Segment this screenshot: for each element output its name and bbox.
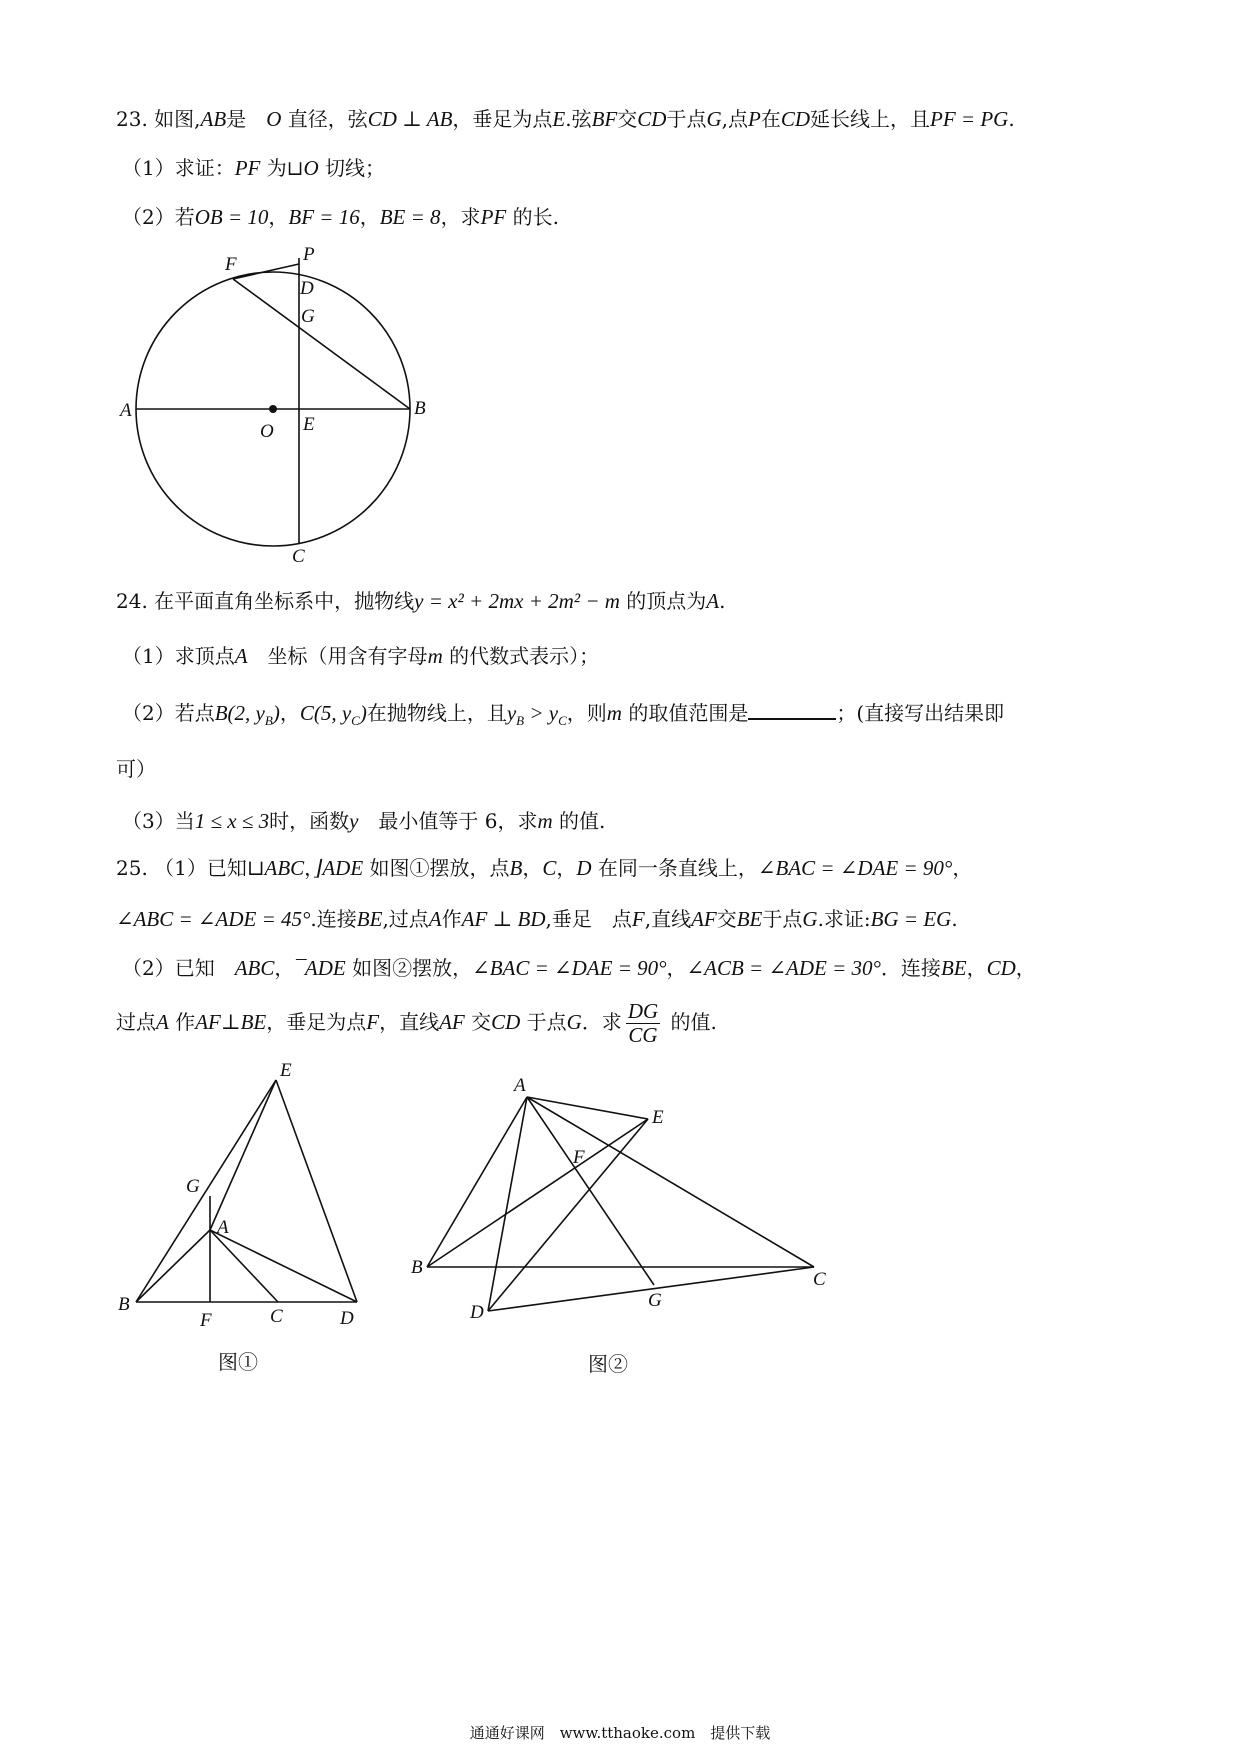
label-d: D [300,278,314,299]
seg2-be [427,1119,648,1267]
label-p: P [303,244,315,265]
seg2-ac [527,1097,814,1267]
fig1-label-d: D [340,1308,354,1329]
label-a: A [120,400,132,421]
fig2-label-c: C [813,1269,826,1290]
q24-stem: 24. 在平面直角坐标系中，抛物线y = x² + 2mx + 2m² − m 的顶点为A. [116,589,726,613]
q25-part2-line1: （2）已知 ABC，¯ADE 如图②摆放，∠BAC = ∠DAE = 90°，∠ACB = ∠ADE = 30°．连接BE，CD， [122,956,1036,980]
fig1-label-c: C [270,1306,283,1327]
label-g: G [301,306,315,327]
fig1-label-a: A [217,1217,229,1238]
q24-part1: （1）求顶点A 坐标（用含有字母m 的代数式表示）； [122,644,600,668]
label-f: F [225,254,237,275]
q24-part2: （2）若点B(2, $y_B$)，C(5, $y_C$)在抛物线上，且$y_B > y_C$，则m 的取值范围是 ；(直接写出结果即 [122,701,1005,728]
q23-stem: 23. 如图,AB是 O 直径，弦CD ⊥ AB，垂足为点E.弦BF交CD于点G,点P在CD延长线上，且PF = PG. [116,107,1015,131]
fig2-label-e: E [652,1107,664,1128]
label-e: E [303,414,315,435]
label-o: O [260,421,274,442]
fig2-label-b: B [411,1257,423,1278]
fig1-label-f: F [200,1310,212,1331]
q25-part1-line1: 25. （1）已知⊔ABC，⌋ADE 如图①摆放，点B，C，D 在同一条直线上，∠BAC = ∠DAE = 90°， [116,856,973,880]
fig2-label-d: D [470,1302,484,1323]
label-c: C [292,546,305,567]
fig1-label-g: G [186,1176,200,1197]
q25-part2-line2: 过点A 作AF⊥BE，垂足为点F，直线AF 交CD 于点G．求 $\frac{DG}{CG}$ 的值. [116,999,717,1048]
seg2-de [488,1119,648,1311]
fraction-dg-cg: $\frac{DG}{CG}$ [627,999,659,1048]
q25-part1-line2: ∠ABC = ∠ADE = 45°.连接BE,过点A作AF ⊥ BD,垂足 点F,直线AF交BE于点G.求证:BG = EG. [116,907,958,931]
figure-2-caption: 图② [588,1352,628,1376]
q23-part1: （1）求证：PF 为⊔O 切线； [122,156,386,180]
q24-part2-cont: 可） [116,757,156,781]
fig1-label-e: E [280,1060,292,1081]
fig2-label-f: F [573,1147,585,1168]
seg2-ag [527,1097,654,1285]
label-b: B [414,398,426,419]
q24-part3: （3）当1 ≤ x ≤ 3时，函数y 最小值等于 6，求m 的值. [122,809,606,833]
fig1-label-b: B [118,1294,130,1315]
fig2-label-g: G [648,1290,662,1311]
fig2-label-a: A [514,1075,526,1096]
figure-1-caption: 图① [218,1350,258,1374]
footer: 通通好课网 www.tthaoke.com 提供下载 [469,1724,771,1742]
q23-part2: （2）若OB = 10，BF = 16，BE = 8，求PF 的长. [122,205,559,229]
